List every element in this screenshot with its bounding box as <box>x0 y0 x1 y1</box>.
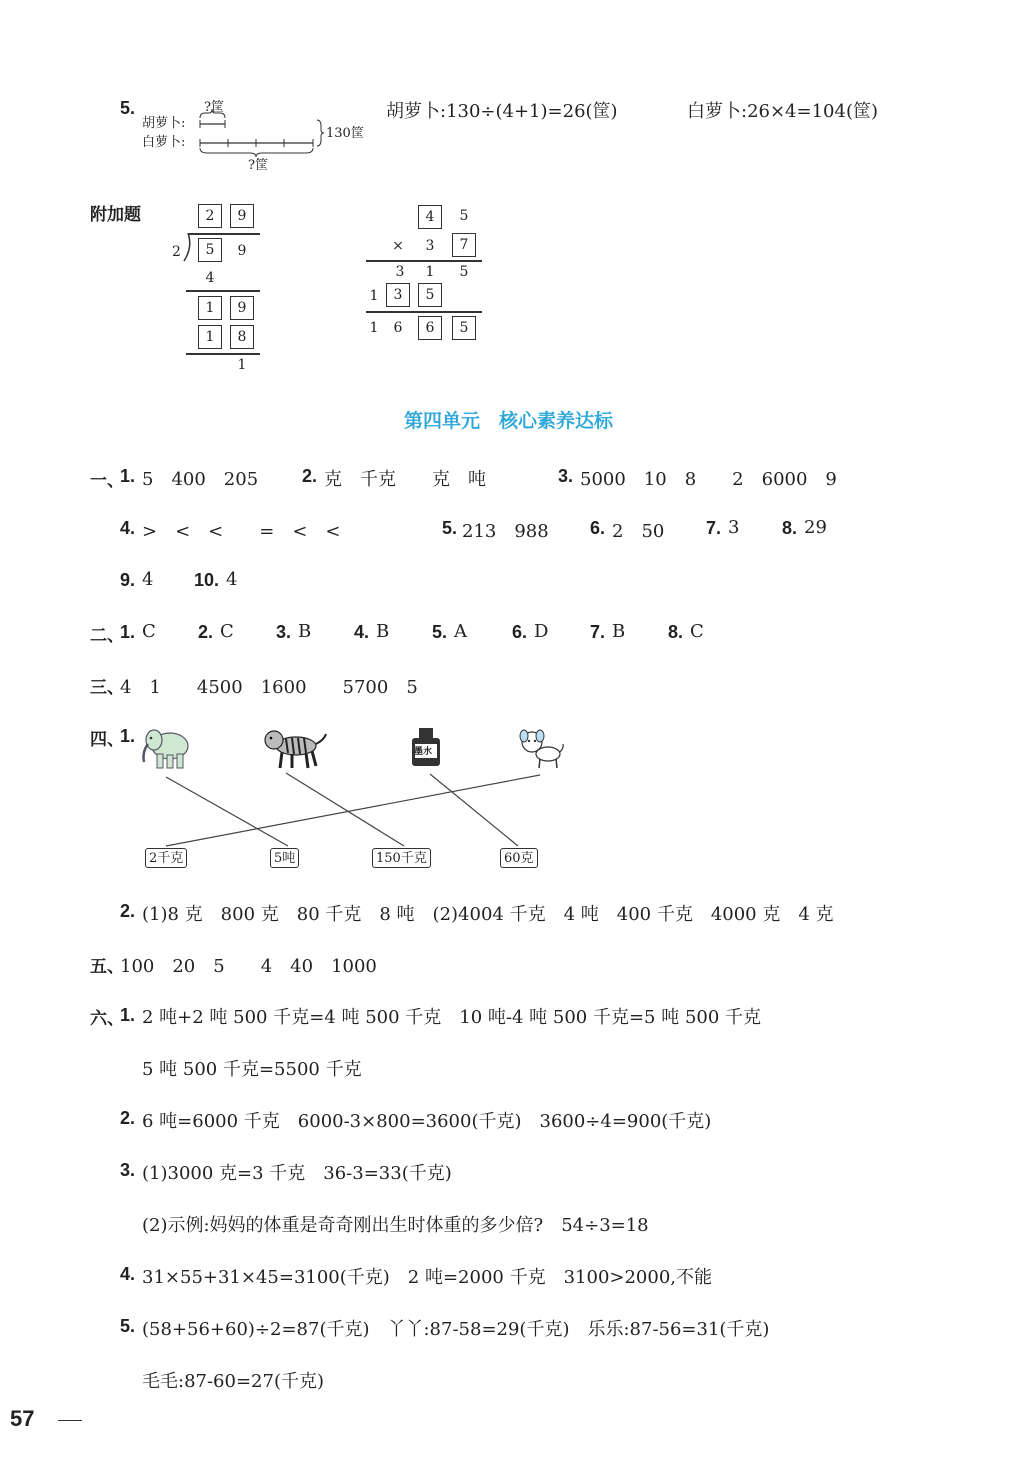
p2-q2-number: 2. <box>198 622 214 642</box>
bonus-label: 附加题 <box>90 205 141 225</box>
p1-q4-number: 4. <box>120 518 136 538</box>
q5-number: 5. <box>120 98 136 118</box>
p1-q5-number: 5. <box>442 518 458 538</box>
p4-q2-answer: (1)8 克 800 克 80 千克 8 吨 (2)4004 千克 4 吨 400 千克 4000 克 4 克 <box>142 904 834 925</box>
p2-q7-number: 7. <box>590 622 606 642</box>
p1-q9-answer: 4 <box>142 569 154 590</box>
p1-q10-answer: 4 <box>226 569 238 590</box>
label-60g: 60克 <box>500 848 538 868</box>
page-number-rule <box>58 1420 82 1421</box>
p2-q2-answer: C <box>220 621 234 642</box>
diagram-total: 130筐 <box>326 126 364 141</box>
p1-q7-answer: 3 <box>728 517 740 538</box>
p2-q6-answer: D <box>534 621 549 642</box>
result-digit-1: 1 <box>369 320 379 336</box>
p2-q7-answer: B <box>612 621 626 642</box>
divisor: 2 <box>172 244 181 260</box>
p6-q3-line2: (2)示例:妈妈的体重是奇奇刚出生时体重的多少倍? 54÷3=18 <box>142 1215 649 1236</box>
dividend-digit-1: 5 <box>198 238 222 262</box>
p6-q3-number: 3. <box>120 1160 136 1180</box>
diagram-carrot-label: 胡萝卜: <box>142 116 186 131</box>
p1-q2-number: 2. <box>302 466 318 486</box>
p1-q8-number: 8. <box>782 518 798 538</box>
result-digit-3: 6 <box>418 316 442 340</box>
label-5t: 5吨 <box>270 848 299 868</box>
p1-q7-number: 7. <box>706 518 722 538</box>
p6-q2-answer: 6 吨=6000 千克 6000-3×800=3600(千克) 3600÷4=900(千克) <box>142 1111 712 1132</box>
first-subtrahend: 4 <box>205 270 215 286</box>
partial2-digit-3: 5 <box>418 283 442 307</box>
part6-marker: 六、 <box>90 1009 124 1029</box>
p4-q2-number: 2. <box>120 901 136 921</box>
p1-q1-answer: 5 400 205 <box>142 469 259 490</box>
subtrahend2-digit-1: 1 <box>198 325 222 349</box>
remainder1-digit-2: 9 <box>230 296 254 320</box>
p6-q3-line1: (1)3000 克=3 千克 36-3=33(千克) <box>142 1163 452 1184</box>
partial2-digit-2: 3 <box>386 283 410 307</box>
p6-q2-number: 2. <box>120 1108 136 1128</box>
multiplicand-digit-2: 5 <box>459 208 469 224</box>
p6-q4-number: 4. <box>120 1264 136 1284</box>
p2-q5-answer: A <box>454 621 467 642</box>
label-150kg: 150千克 <box>372 848 431 868</box>
diagram-radish-label: 白萝卜: <box>142 135 186 150</box>
diagram-bottom-question: ?筐 <box>248 158 268 173</box>
p2-q4-number: 4. <box>354 622 370 642</box>
result-digit-4: 5 <box>452 316 476 340</box>
p1-q10-number: 10. <box>194 570 220 590</box>
multiplier-digit-2: 7 <box>452 233 476 257</box>
p2-q8-answer: C <box>690 621 704 642</box>
p2-q5-number: 5. <box>432 622 448 642</box>
label-2kg: 2千克 <box>145 848 187 868</box>
p2-q6-number: 6. <box>512 622 528 642</box>
p3-answer: 4 1 4500 1600 5700 5 <box>120 677 418 698</box>
final-remainder: 1 <box>237 357 247 373</box>
p1-q4-answer: > < < = < < <box>142 521 341 542</box>
p6-q5-line1: (58+56+60)÷2=87(千克) 丫丫:87-58=29(千克) 乐乐:87-56=31(千克) <box>142 1319 770 1340</box>
p2-q8-number: 8. <box>668 622 684 642</box>
quotient-digit-2: 9 <box>230 204 254 228</box>
p6-q4-answer: 31×55+31×45=3100(千克) 2 吨=2000 千克 3100>2000,不能 <box>142 1267 713 1288</box>
q5-carrot-answer: 胡萝卜:130÷(4+1)=26(筐) <box>386 101 618 122</box>
part1-marker: 一、 <box>90 471 124 491</box>
p2-q3-answer: B <box>298 621 312 642</box>
p2-q3-number: 3. <box>276 622 292 642</box>
part2-marker: 二、 <box>90 626 124 646</box>
p6-q5-number: 5. <box>120 1316 136 1336</box>
multiply-sign: × <box>392 238 404 254</box>
part5-marker: 五、 <box>90 957 124 977</box>
partial1-digit-2: 1 <box>425 264 435 280</box>
dividend-digit-2: 9 <box>237 243 247 259</box>
partial2-digit-1: 1 <box>369 288 379 304</box>
partial1-digit-3: 5 <box>459 264 469 280</box>
p1-q3-number: 3. <box>558 466 574 486</box>
p1-q9-number: 9. <box>120 570 136 590</box>
page-number: 57 <box>10 1406 35 1431</box>
p1-q5-answer: 213 988 <box>462 521 549 542</box>
remainder1-digit-1: 1 <box>198 296 222 320</box>
p1-q8-answer: 29 <box>804 517 827 538</box>
partial1-digit-1: 3 <box>395 264 405 280</box>
p1-q3-answer: 5000 10 8 2 6000 9 <box>580 469 837 490</box>
part4-marker: 四、 <box>90 730 124 750</box>
p4-q1-number: 1. <box>120 726 136 746</box>
ink-bottle-label: 墨水 <box>414 747 433 757</box>
p6-q5-line2: 毛毛:87-60=27(千克) <box>142 1371 324 1392</box>
multiplier-digit-1: 3 <box>425 238 435 254</box>
quotient-digit-1: 2 <box>198 204 222 228</box>
p6-q1-line2: 5 吨 500 千克=5500 千克 <box>142 1059 362 1080</box>
subtrahend2-digit-2: 8 <box>230 325 254 349</box>
p6-q1-number: 1. <box>120 1005 136 1025</box>
result-digit-2: 6 <box>393 320 403 336</box>
p2-q4-answer: B <box>376 621 390 642</box>
multiplicand-digit-1: 4 <box>418 205 442 229</box>
p1-q6-number: 6. <box>590 518 606 538</box>
p1-q6-answer: 2 50 <box>612 521 665 542</box>
diagram-top-question: ?筐 <box>204 100 224 115</box>
section-title: 第四单元 核心素养达标 <box>404 410 614 432</box>
p2-q1-number: 1. <box>120 622 136 642</box>
p1-q2-answer: 克 千克 克 吨 <box>324 469 486 490</box>
q5-radish-answer: 白萝卜:26×4=104(筐) <box>687 101 878 122</box>
p6-q1-line1: 2 吨+2 吨 500 千克=4 吨 500 千克 10 吨-4 吨 500 千克=5 吨 500 千克 <box>142 1007 762 1028</box>
p5-answer: 100 20 5 4 40 1000 <box>120 956 377 977</box>
p1-q1-number: 1. <box>120 466 136 486</box>
part3-marker: 三、 <box>90 678 124 698</box>
p2-q1-answer: C <box>142 621 156 642</box>
